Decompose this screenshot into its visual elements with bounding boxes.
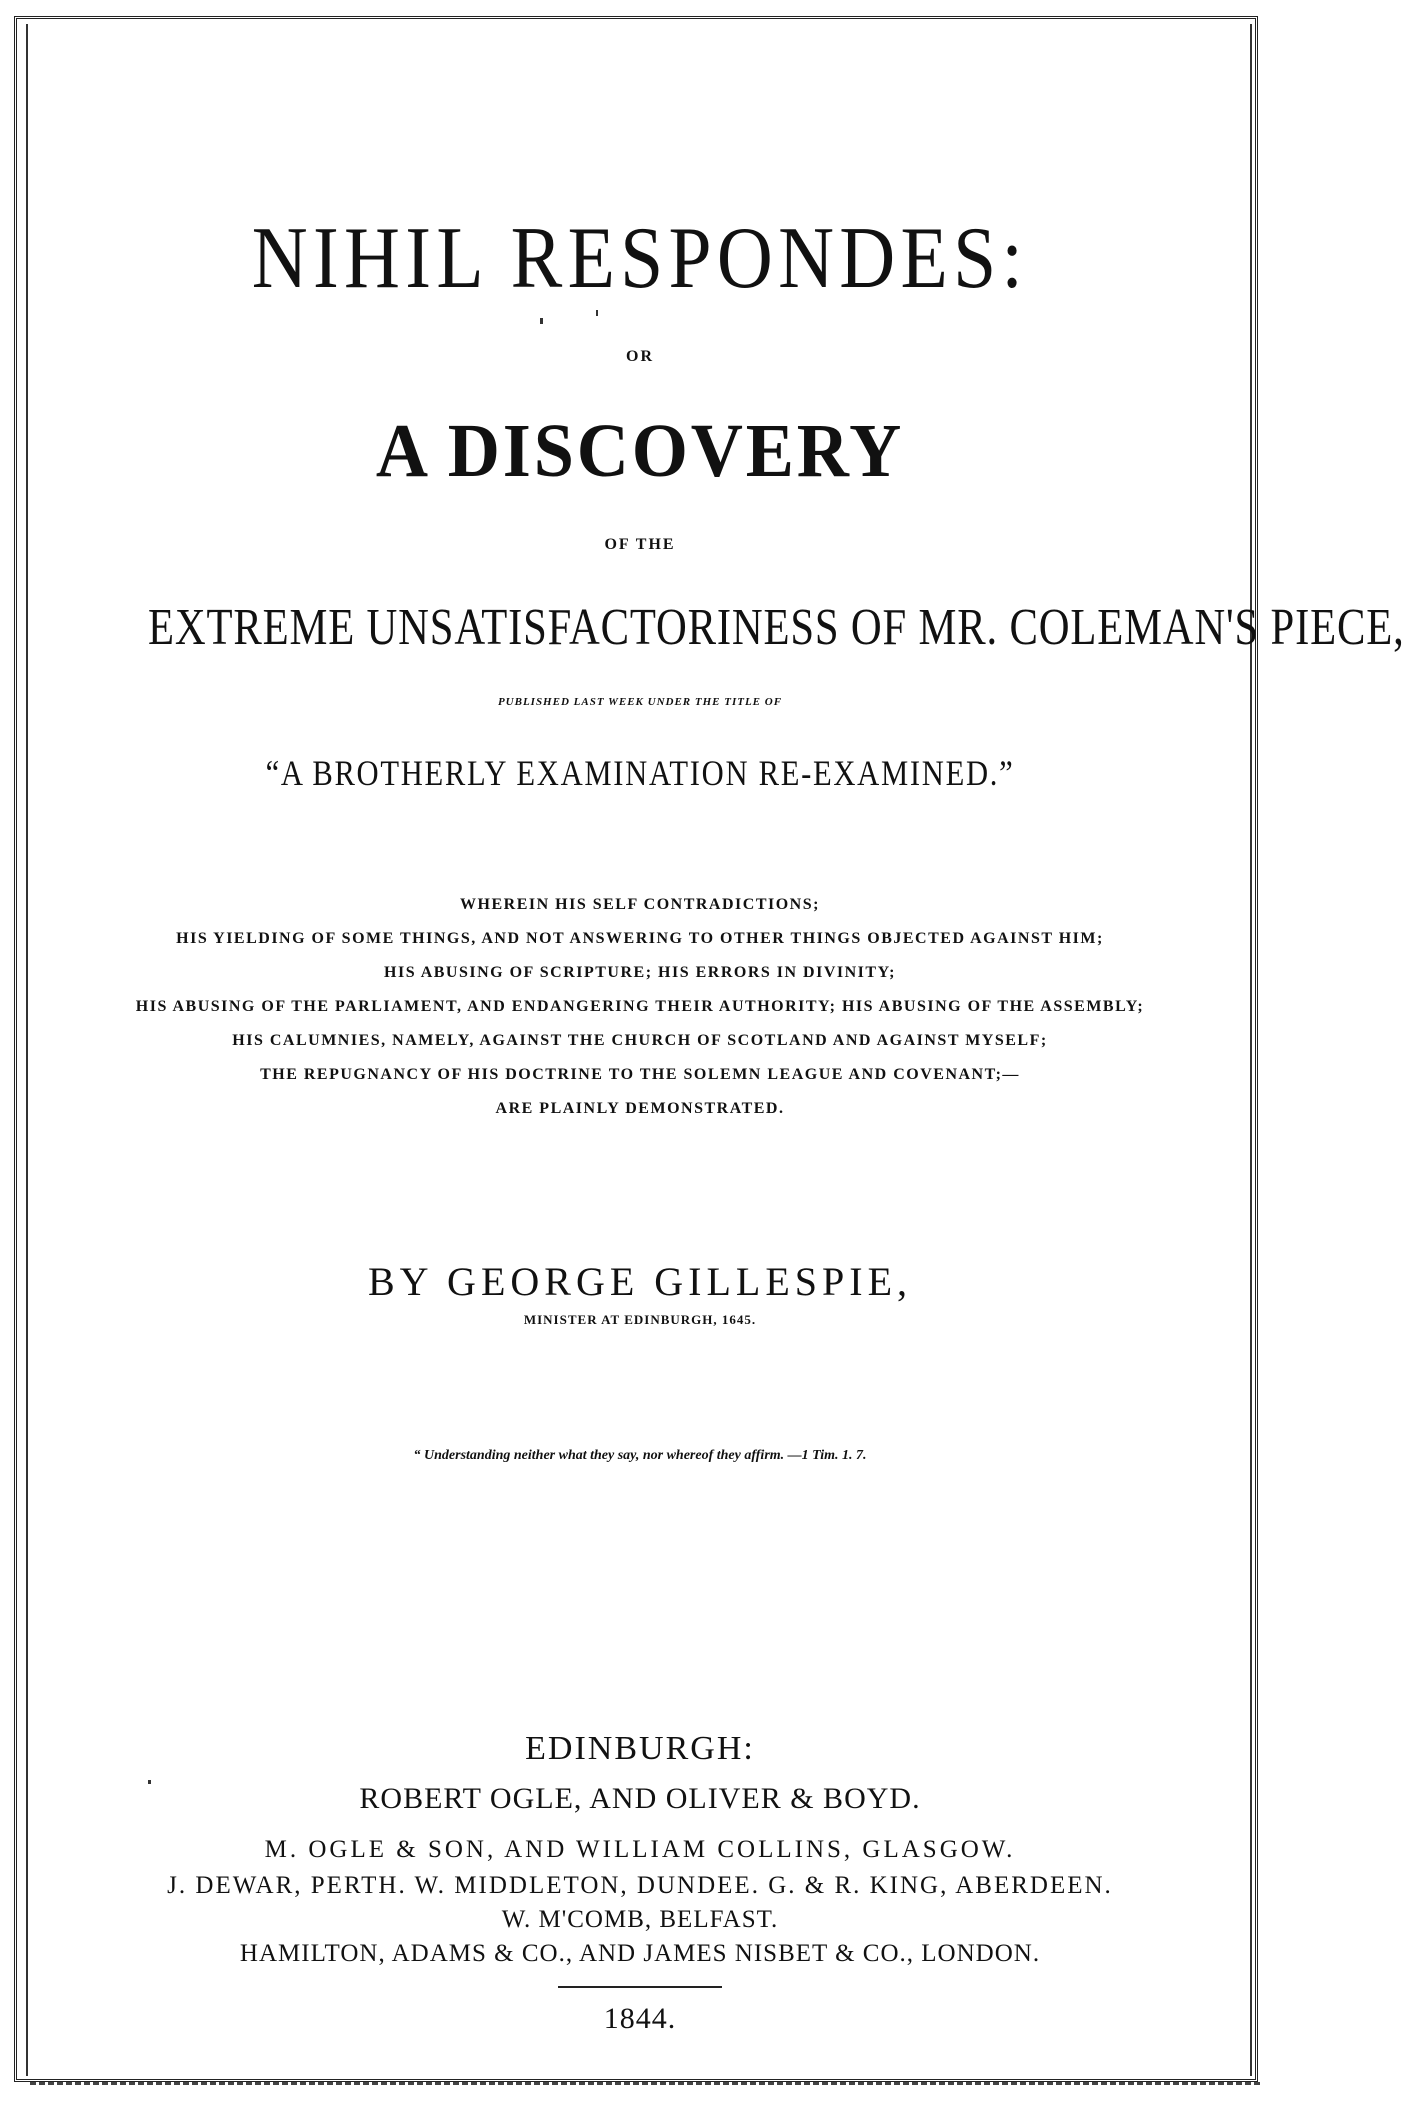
book-subtitle: A DISCOVERY xyxy=(375,409,905,493)
imprint-divider xyxy=(558,1986,722,1988)
print-speck xyxy=(540,318,543,324)
book-subject: EXTREME UNSATISFACTORINESS OF MR. COLEMAN'S PIECE, xyxy=(148,599,1405,656)
contents-line: HIS CALUMNIES, NAMELY, AGAINST THE CHURCH OF SCOTLAND AND AGAINST MYSELF; xyxy=(232,1032,1048,1049)
book-title: NIHIL RESPONDES: xyxy=(251,210,1029,307)
author-line: BY GEORGE GILLESPIE, xyxy=(367,1259,913,1304)
print-speck xyxy=(596,310,598,316)
imprint-publisher-line: M. OGLE & SON, AND WILLIAM COLLINS, GLASGOW. xyxy=(264,1836,1016,1863)
published-note: PUBLISHED LAST WEEK UNDER THE TITLE OF xyxy=(497,696,783,708)
epigraph: “ Understanding neither what they say, nor whereof they affirm. —1 Tim. 1. 7. xyxy=(413,1448,867,1463)
quoted-title: “A BROTHERLY EXAMINATION RE-EXAMINED.” xyxy=(265,753,1015,793)
contents-line: HIS YIELDING OF SOME THINGS, AND NOT ANSWERING TO OTHER THINGS OBJECTED AGAINST HIM; xyxy=(176,930,1104,947)
contents-line: ARE PLAINLY DEMONSTRATED. xyxy=(495,1100,785,1117)
imprint-publisher-line: J. DEWAR, PERTH. W. MIDDLETON, DUNDEE. G. & R. KING, ABERDEEN. xyxy=(167,1872,1113,1899)
imprint-publisher-line: W. M'COMB, BELFAST. xyxy=(501,1906,779,1933)
contents-summary xyxy=(40,888,1240,1126)
contents-line: THE REPUGNANCY OF HIS DOCTRINE TO THE SOLEMN LEAGUE AND COVENANT;— xyxy=(260,1066,1020,1083)
title-connector-of-the: OF THE xyxy=(604,536,676,553)
title-connector-or: OR xyxy=(626,348,654,365)
print-speck xyxy=(148,1780,151,1784)
contents-line: HIS ABUSING OF THE PARLIAMENT, AND ENDANGERING THEIR AUTHORITY; HIS ABUSING OF THE ASSEMBLY; xyxy=(135,998,1145,1015)
imprint-publisher-line: HAMILTON, ADAMS & CO., AND JAMES NISBET & CO., LONDON. xyxy=(239,1940,1041,1967)
contents-line: WHEREIN HIS SELF CONTRADICTIONS; xyxy=(460,896,820,913)
imprint-publisher-line: ROBERT OGLE, AND OLIVER & BOYD. xyxy=(359,1782,921,1815)
title-page-content xyxy=(40,0,1405,2104)
imprint-city: EDINBURGH: xyxy=(525,1730,755,1767)
publication-year: 1844. xyxy=(603,2002,677,2035)
contents-line: HIS ABUSING OF SCRIPTURE; HIS ERRORS IN DIVINITY; xyxy=(384,964,896,981)
author-role: MINISTER AT EDINBURGH, 1645. xyxy=(523,1312,757,1327)
